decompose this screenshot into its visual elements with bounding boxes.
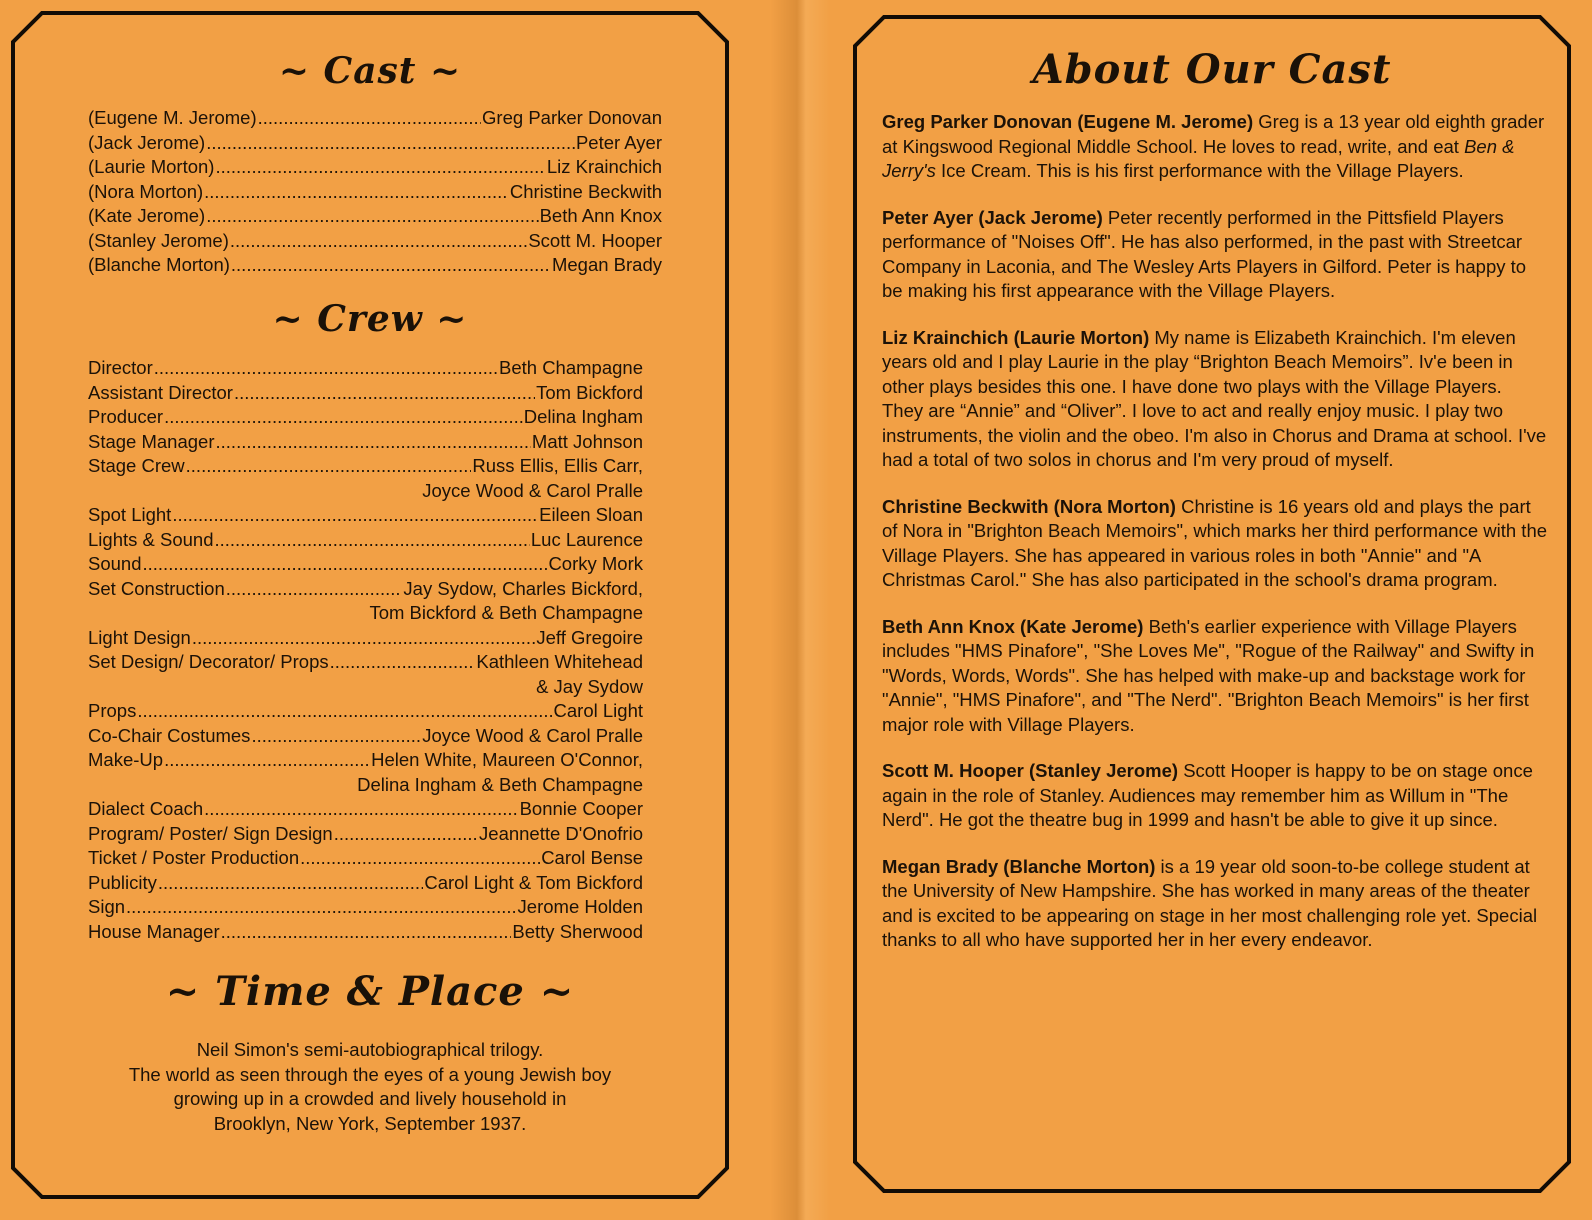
dot-leader (126, 895, 517, 920)
bio-text: Greg is a 13 year old eighth grader at Kingswood Regional Middle School. He loves to read, write, and eat (882, 111, 1545, 157)
bio-name: Beth Ann Knox (Kate Jerome) (882, 615, 1144, 637)
bio-name: Megan Brady (Blanche Morton) (882, 855, 1156, 877)
crew-role: House Manager (88, 920, 220, 942)
bio-list (882, 110, 1547, 975)
time-place-text (60, 1038, 680, 1136)
crew-role: Lights & Sound (88, 528, 214, 550)
crew-role: Props (88, 700, 137, 721)
crew-role: Set Construction (88, 577, 225, 599)
bio-name: Greg Parker Donovan (Eugene M. Jerome) (882, 111, 1254, 132)
crew-row (88, 724, 643, 749)
dot-leader (143, 552, 548, 577)
crew-heading: ~ Crew ~ (272, 298, 468, 340)
bio-text: My name is Elizabeth Krainchich. I'm eleven years old and I play Laurie in the play “Brighton Beach Memoirs”. Iv'e been in other plays besides this one. I have done two plays with the Village Players. They are “Annie” and “Oliver”. I love to act and really enjoy music. I play two instruments, the violin and the obeo. I'm also in Chorus and Drama at school. I've had a total of two solos in chorus and I'm very proud of myself. (882, 326, 1547, 470)
cast-row (88, 180, 662, 205)
bio-text: Scott Hooper is happy to be on stage once again in the role of Stanley. Audiences may remember him as Willum in "The Nerd". He got the theatre bug in 1999 and hasn't be able to give it up since. (882, 760, 1533, 830)
bio-text: Christine is 16 years old and plays the part of Nora in "Brighton Beach Memoirs", which marks her third performance with the Village Players. She has appeared in various roles in both "Annie" and "A Christmas Carol." She has also participated in the school's drama program. (882, 495, 1548, 590)
cast-bio (882, 759, 1547, 833)
dot-leader (221, 920, 512, 945)
bio-text: Beth's earlier experience with Village Players includes "HMS Pinafore", "She Loves Me", "Rogue of the Railway" and Swifty in "Words, Words, Words". She has helped with make-up and backstage work for "Annie", "HMS Pinafore", and "The Nerd". "Brighton Beach Memoirs" is her first major role with Village Players. (882, 615, 1535, 735)
crew-row (88, 846, 643, 871)
crew-row (88, 430, 643, 455)
cast-crew-panel (10, 10, 730, 1200)
crew-row (88, 871, 643, 896)
cast-bio (882, 495, 1547, 593)
crew-name: Corky Mork (548, 553, 643, 574)
cast-role: (Eugene M. Jerome) (88, 107, 257, 128)
crew-name: Betty Sherwood (512, 920, 643, 942)
crew-name: Bonnie Cooper (519, 798, 643, 819)
crew-name-continued: & Jay Sydow (536, 675, 643, 697)
dot-leader (186, 454, 472, 479)
crew-name: Carol Light (553, 700, 643, 721)
cast-name: Scott M. Hooper (528, 229, 662, 251)
dot-leader (164, 748, 370, 773)
crew-name: Delina Ingham (523, 406, 643, 427)
cast-row (88, 229, 662, 254)
dot-leader (192, 626, 536, 651)
dot-leader (330, 650, 476, 675)
cast-role: (Jack Jerome) (88, 131, 206, 153)
cast-name: Megan Brady (551, 254, 662, 275)
crew-role: Sound (88, 553, 142, 574)
crew-row (88, 797, 643, 822)
crew-name: Matt Johnson (531, 430, 643, 452)
cast-row (88, 106, 662, 131)
time-place-heading: ~ Time & Place ~ (165, 968, 575, 1015)
crew-name: Carol Light & Tom Bickford (424, 871, 643, 893)
crew-role: Program/ Poster/ Sign Design (88, 822, 333, 844)
crew-role: Dialect Coach (88, 798, 204, 819)
dot-leader (215, 155, 545, 180)
crew-row (88, 748, 643, 773)
crew-row (88, 650, 643, 675)
cast-bio (882, 855, 1547, 953)
crew-name: Beth Champagne (499, 357, 643, 378)
crew-name: Russ Ellis, Ellis Carr, (472, 455, 643, 476)
dot-leader (226, 577, 403, 602)
crew-row (88, 405, 643, 430)
bio-name: Scott M. Hooper (Stanley Jerome) (882, 760, 1179, 781)
crew-row (88, 381, 643, 406)
crew-name: Joyce Wood & Carol Pralle (422, 724, 643, 746)
cast-role: (Nora Morton) (88, 180, 204, 202)
crew-role: Stage Crew (88, 455, 185, 476)
cast-name: Liz Krainchich (546, 156, 662, 177)
crew-role: Stage Manager (88, 430, 215, 452)
dot-leader (258, 106, 481, 131)
dot-leader (137, 699, 552, 724)
crew-row (88, 895, 643, 920)
cast-list (88, 106, 662, 278)
crew-row (88, 822, 643, 847)
crew-name: Helen White, Maureen O'Connor, (371, 749, 643, 770)
crew-role: Assistant Director (88, 381, 233, 403)
dot-leader (230, 229, 527, 254)
time-place-line: Brooklyn, New York, September 1937. (213, 1112, 527, 1134)
crew-name: Kathleen Whitehead (476, 651, 643, 672)
bio-emphasis: Ben & Jerry's (882, 135, 1515, 181)
crew-role: Sign (88, 896, 126, 917)
crew-role: Light Design (88, 626, 191, 648)
about-heading: About Our Cast (1032, 46, 1392, 93)
cast-row (88, 131, 662, 156)
cast-bio (882, 326, 1547, 473)
crew-row (88, 503, 643, 528)
crew-row (88, 528, 643, 553)
crew-role: Ticket / Poster Production (88, 847, 300, 868)
time-place-line: Neil Simon's semi-autobiographical trilogy. (196, 1039, 544, 1060)
crew-name: Jerome Holden (517, 896, 643, 917)
cast-name: Christine Beckwith (509, 180, 662, 202)
dot-leader (251, 724, 421, 749)
cast-role: (Stanley Jerome) (88, 229, 229, 251)
time-place-line: growing up in a crowded and lively household in (173, 1088, 567, 1109)
crew-name: Luc Laurence (530, 528, 643, 550)
crew-list (88, 356, 643, 944)
crew-name-continued: Delina Ingham & Beth Champagne (357, 773, 643, 795)
crew-role: Co-Chair Costumes (88, 724, 251, 746)
crew-role: Publicity (88, 871, 157, 893)
cast-role: (Blanche Morton) (88, 254, 230, 275)
dot-leader (164, 405, 523, 430)
cast-row (88, 204, 662, 229)
dot-leader (158, 871, 423, 896)
dot-leader (234, 381, 535, 406)
crew-row (88, 699, 643, 724)
crew-role: Make-Up (88, 749, 164, 770)
crew-role: Set Design/ Decorator/ Props (88, 651, 329, 672)
cast-name: Peter Ayer (575, 131, 662, 153)
crew-name: Jeannette D'Onofrio (479, 822, 643, 844)
dot-leader (334, 822, 478, 847)
dot-leader (231, 253, 551, 278)
cast-row (88, 253, 662, 278)
cast-heading: ~ Cast ~ (278, 50, 462, 92)
about-cast-panel (852, 14, 1572, 1194)
crew-row (88, 552, 643, 577)
crew-row (88, 626, 643, 651)
cast-bio (882, 206, 1547, 304)
crew-row (88, 920, 643, 945)
bio-text-end: Ice Cream. This is his first performance with the Village Players. (935, 160, 1464, 181)
dot-leader (300, 846, 540, 871)
dot-leader (204, 797, 518, 822)
dot-leader (204, 180, 509, 205)
cast-bio (882, 110, 1547, 184)
dot-leader (216, 430, 531, 455)
cast-name: Greg Parker Donovan (482, 107, 662, 128)
cast-name: Beth Ann Knox (539, 205, 662, 226)
crew-row (88, 454, 643, 479)
bio-text: is a 19 year old soon-to-be college student at the University of New Hampshire. She has worked in many areas of the theater and is excited to be appearing on stage in her most challenging role yet. Special thanks to all who have supported her in her every endeavor. (882, 855, 1538, 950)
bio-name: Peter Ayer (Jack Jerome) (882, 206, 1103, 228)
crew-name-continued: Tom Bickford & Beth Champagne (369, 602, 643, 623)
crew-name: Carol Bense (541, 847, 643, 868)
crew-row (88, 356, 643, 381)
crew-role: Spot Light (88, 504, 172, 525)
crew-role: Director (88, 357, 153, 378)
cast-role: (Laurie Morton) (88, 156, 215, 177)
crew-name: Jeff Gregoire (536, 626, 643, 648)
cast-bio (882, 615, 1547, 738)
dot-leader (154, 356, 498, 381)
crew-name: Eileen Sloan (539, 504, 643, 525)
dot-leader (214, 528, 529, 553)
dot-leader (172, 503, 538, 528)
crew-name: Jay Sydow, Charles Bickford, (403, 577, 643, 599)
crew-name-continued: Joyce Wood & Carol Pralle (422, 479, 643, 501)
bio-name: Christine Beckwith (Nora Morton) (882, 495, 1176, 517)
time-place-line: The world as seen through the eyes of a young Jewish boy (128, 1063, 612, 1085)
cast-role: (Kate Jerome) (88, 205, 206, 226)
bio-text: Peter recently performed in the Pittsfield Players performance of "Noises Off". He has also performed, in the past with Streetcar Company in Laconia, and The Wesley Arts Players in Gilford. Peter is happy to be making his first appearance with the Village Players. (882, 206, 1527, 301)
crew-row (88, 577, 643, 602)
crew-role: Producer (88, 406, 164, 427)
crew-name: Tom Bickford (536, 381, 643, 403)
bio-name: Liz Krainchich (Laurie Morton) (882, 326, 1150, 348)
dot-leader (206, 204, 538, 229)
page-fold (770, 0, 830, 1220)
dot-leader (206, 131, 575, 156)
cast-row (88, 155, 662, 180)
